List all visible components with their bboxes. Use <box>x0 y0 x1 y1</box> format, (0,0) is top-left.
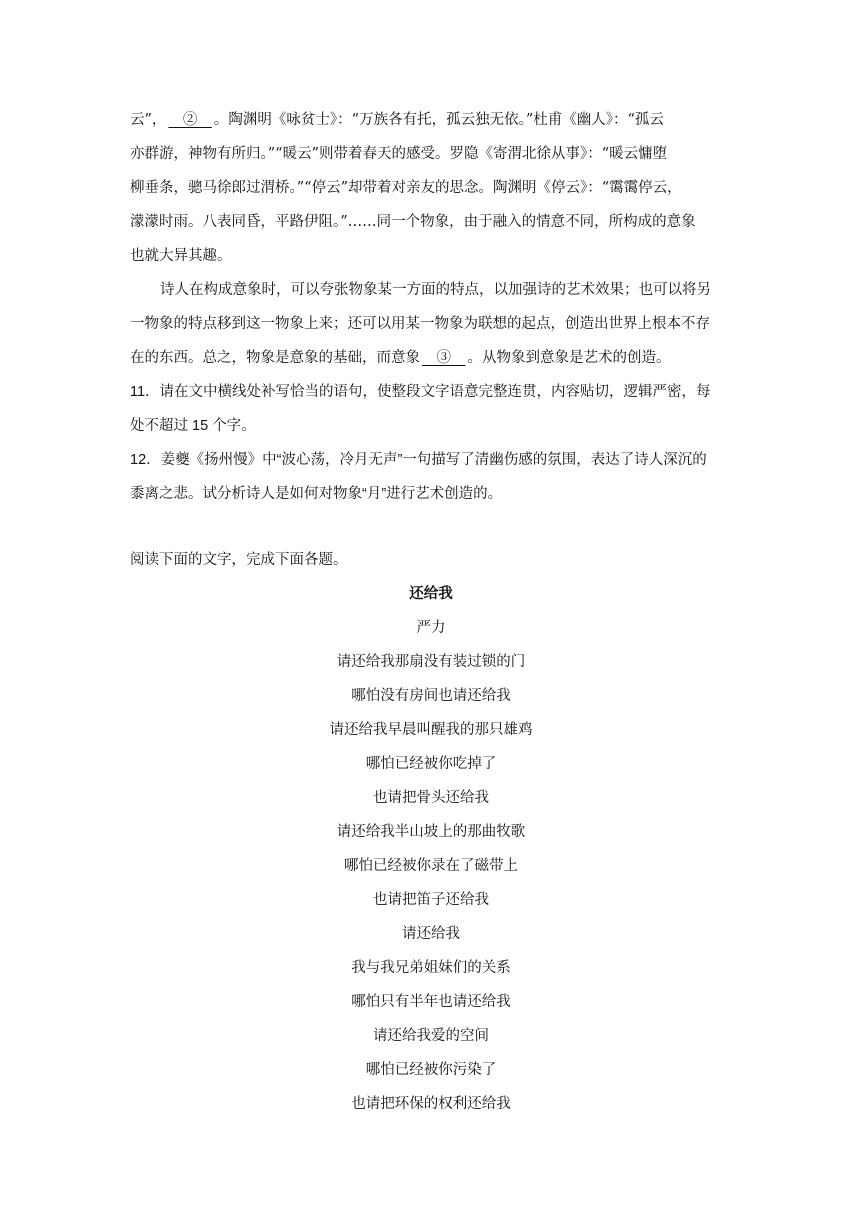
poem-line: 也请把环保的权利还给我 <box>351 1096 511 1112</box>
passage-text: 在的东西。总之，物象是意象的基础，而意象 <box>130 350 420 366</box>
question-12-cont: 黍离之悲。试分析诗人是如何对物象“月”进行艺术创造的。 <box>130 486 503 502</box>
poem-line: 我与我兄弟姐妹们的关系 <box>351 960 511 976</box>
question-11: 11．请在文中横线处补写恰当的语句，使整段文字语意完整连贯，内容贴切，逻辑严密，每 <box>130 384 711 400</box>
poem-line: 请还给我 <box>402 926 460 942</box>
poem-author: 严力 <box>416 620 446 636</box>
poem-line: 哪怕已经被你录在了磁带上 <box>344 858 518 874</box>
blank-2: ② <box>168 112 212 128</box>
passage-line: 诗人在构成意象时，可以夸张物象某一方面的特点，以加强诗的艺术效果；也可以将另 <box>160 282 711 298</box>
poem-line: 请还给我早晨叫醒我的那只雄鸡 <box>329 722 533 738</box>
poem-line: 请还给我半山坡上的那曲牧歌 <box>336 824 526 840</box>
passage-line: 也就大异其趣。 <box>130 248 232 264</box>
poem-line: 哪怕没有房间也请还给我 <box>351 688 511 704</box>
passage-line <box>130 110 732 130</box>
poem-line: 哪怕已经被你吃掉了 <box>365 756 497 772</box>
poem-line: 哪怕已经被你污染了 <box>365 1062 497 1078</box>
poem-line: 哪怕只有半年也请还给我 <box>351 994 511 1010</box>
passage-text: 。从物象到意象是艺术的创造。 <box>467 350 671 366</box>
passage-text: 云”， <box>130 112 167 128</box>
passage-line: 柳垂条，骢马徐郎过渭桥。”“停云”却带着对亲友的思念。陶渊明《停云》：“霭霭停云， <box>130 180 682 196</box>
poem-line: 也请把笛子还给我 <box>373 892 489 908</box>
question-12: 12．姜夔《扬州慢》中“波心荡，冷月无声”一句描写了清幽伤感的氛围，表达了诗人深沉的 <box>130 452 707 468</box>
question-11-cont: 处不超过 15 个字。 <box>130 418 256 434</box>
poem-title: 还给我 <box>409 585 453 602</box>
passage-line <box>130 348 732 368</box>
passage-line: 一物象的特点移到这一物象上来；还可以用某一物象为联想的起点，创造出世界上根本不存 <box>130 316 710 332</box>
passage-text: 。陶渊明《咏贫士》：“万族各有托，孤云独无依。”杜甫《幽人》：“孤云 <box>213 112 664 128</box>
poem-line: 请还给我爱的空间 <box>373 1028 489 1044</box>
poem-line: 也请把骨头还给我 <box>373 790 489 806</box>
passage-line: 濛濛时雨。八表同昏，平路伊阻。”……同一个物象，由于融入的情意不同，所构成的意象 <box>130 214 696 230</box>
passage-line: 亦群游，神物有所归。”“暖云”则带着春天的感受。罗隐《寄渭北徐从事》：“暖云慵堕 <box>130 146 668 162</box>
blank-3: ③ <box>422 350 466 366</box>
poem-line: 请还给我那扇没有装过锁的门 <box>336 654 526 670</box>
reading-instruction: 阅读下面的文字，完成下面各题。 <box>130 552 348 568</box>
